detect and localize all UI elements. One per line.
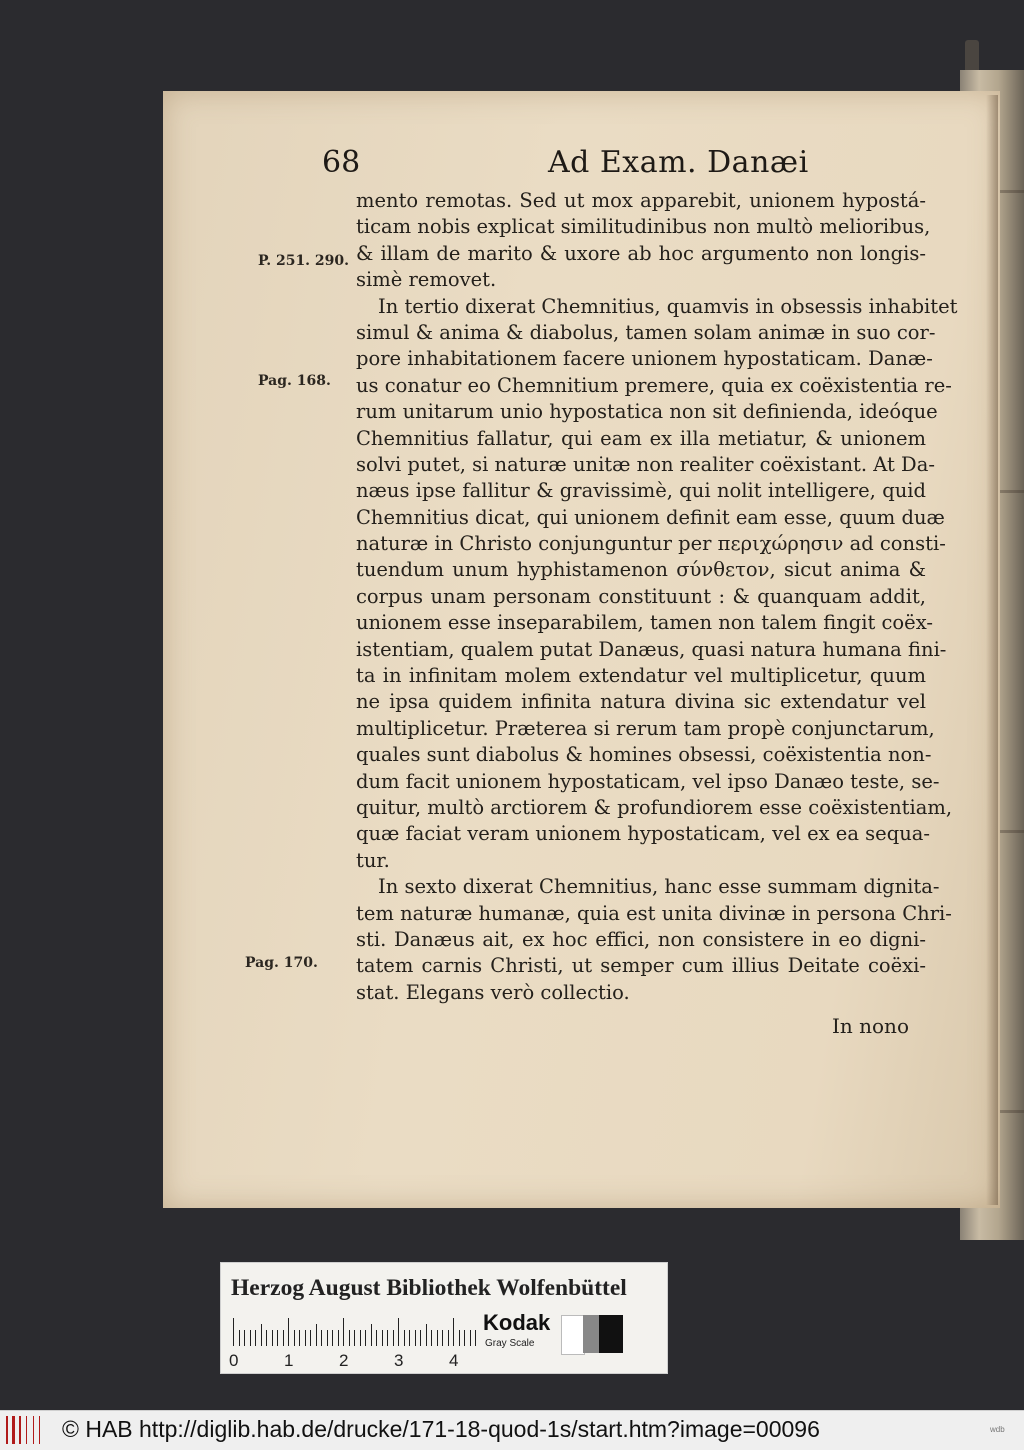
text-line: multiplicetur. Præterea si rerum tam propè conjunctarum, (356, 716, 935, 740)
ruler-tick (393, 1330, 394, 1346)
ruler-tick (354, 1330, 355, 1346)
marginal-note: P. 251. 290. (258, 253, 350, 269)
ruler-tick (327, 1330, 328, 1346)
text-line: næus ipse fallitur & gravissimè, qui nolit intelligere, quid (356, 479, 926, 503)
text-line: tatem carnis Christi, ut semper cum illius Deitate coëxi- (356, 954, 926, 978)
ruler-tick (310, 1330, 311, 1346)
marginal-note: Pag. 170. (245, 955, 318, 971)
ruler-tick (387, 1330, 388, 1346)
text-line: tuendum unum hyphistamenon σύνθετον, sicut anima & (356, 558, 926, 582)
barcode-bar (33, 1416, 34, 1444)
ruler-tick (431, 1330, 432, 1346)
ruler-tick (299, 1330, 300, 1346)
text-line: mento remotas. Sed ut mox apparebit, unionem hypostá- (356, 189, 926, 212)
ruler-tick (470, 1330, 471, 1346)
hab-barcode-icon (6, 1416, 48, 1444)
text-line: tur. (356, 848, 390, 872)
text-line: pore inhabitationem facere unionem hypostaticam. Danæ- (356, 347, 933, 371)
ruler-tick (437, 1330, 438, 1346)
text-line: Chemnitius dicat, qui unionem definit eam esse, quum duæ (356, 505, 945, 529)
ruler-tick (283, 1330, 284, 1346)
ruler-tick (338, 1330, 339, 1346)
text-line: solvi putet, si naturæ unitæ non realiter coëxistant. At Da- (356, 452, 935, 476)
ruler-label: 2 (339, 1351, 349, 1370)
ruler-tick (475, 1330, 476, 1346)
text-line: tem naturæ humanæ, quia est unita divinæ in persona Chri- (356, 901, 952, 925)
barcode-bar (6, 1416, 8, 1444)
page-number: 68 (322, 145, 361, 180)
colorbar-title: Herzog August Bibliothek Wolfenbüttel (231, 1275, 627, 1301)
ruler-tick (261, 1324, 262, 1346)
ruler-tick (459, 1330, 460, 1346)
text-line: quæ faciat veram unionem hypostaticam, vel ex ea sequa- (356, 822, 930, 846)
ruler-tick (426, 1324, 427, 1346)
marginal-note: Pag. 168. (258, 373, 331, 389)
gray-patch (583, 1315, 599, 1353)
text-line: ta in infinitam molem extendatur vel multiplicetur, quum (356, 664, 926, 688)
text-line: naturæ in Christo conjunguntur per περιχώρησιν ad consti- (356, 532, 946, 556)
ruler-label: 0 (229, 1351, 239, 1370)
barcode-bar (12, 1416, 15, 1444)
ruler-tick (349, 1330, 350, 1346)
ruler-tick (255, 1330, 256, 1346)
text-line: quitur, multò arctiorem & profundiorem esse coëxistentiam, (356, 795, 953, 819)
ruler-tick (409, 1330, 410, 1346)
main-text (356, 188, 958, 1006)
text-line: unionem esse inseparabilem, tamen non talem fingit coëx- (356, 611, 933, 635)
text-line: ticam nobis explicat similitudinibus non multò melioribus, (356, 215, 931, 239)
text-line: & illam de marito & uxore ab hoc argumento non longis- (356, 241, 926, 265)
ruler-tick (332, 1330, 333, 1346)
text-line: In tertio dixerat Chemnitius, quamvis in obsessis inhabitet (378, 294, 958, 318)
ruler-tick (360, 1330, 361, 1346)
ruler-tick (244, 1330, 245, 1346)
ruler-tick (321, 1330, 322, 1346)
grayscale-label: Gray Scale (485, 1338, 535, 1349)
ruler-labels (229, 1351, 489, 1371)
running-head-title: Ad Exam. Danæi (548, 145, 809, 180)
ruler-scale (233, 1318, 465, 1346)
ruler-tick (464, 1330, 465, 1346)
ruler-tick (420, 1330, 421, 1346)
barcode-bar (19, 1416, 21, 1444)
text-line: dum facit unionem hypostaticam, vel ipso Danæo teste, se- (356, 769, 940, 793)
ruler-tick (343, 1318, 344, 1346)
black-patch (599, 1315, 623, 1353)
ruler-tick (250, 1330, 251, 1346)
running-head (0, 145, 1024, 185)
text-line: simè removet. (356, 268, 497, 292)
ruler-tick (266, 1330, 267, 1346)
ruler-tick (239, 1330, 240, 1346)
catchword: In nono (832, 1014, 909, 1038)
ruler-tick (382, 1330, 383, 1346)
text-line: sti. Danæus ait, ex hoc effici, non consistere in eo digni- (356, 927, 926, 951)
white-patch (561, 1315, 585, 1355)
text-line: ne ipsa quidem infinita natura divina sic extendatur vel (356, 690, 926, 714)
text-line: simul & anima & diabolus, tamen solam animæ in suo cor- (356, 320, 936, 344)
ruler-tick (277, 1330, 278, 1346)
text-line: corpus unam personam constituunt : & quanquam addit, (356, 584, 926, 608)
ruler-tick (294, 1330, 295, 1346)
text-line: us conatur eo Chemnitium premere, quia ex coëxistentia re- (356, 373, 952, 397)
ruler-tick (404, 1330, 405, 1346)
kodak-logo: Kodak (483, 1310, 551, 1335)
text-line: stat. Elegans verò collectio. (356, 980, 630, 1004)
ruler-tick (415, 1330, 416, 1346)
text-line: Chemnitius fallatur, qui eam ex illa metiatur, & unionem (356, 426, 926, 450)
ruler-label: 4 (449, 1351, 459, 1370)
ruler-tick (272, 1330, 273, 1346)
ruler-tick (316, 1324, 317, 1346)
page-gutter-shadow (986, 95, 998, 1205)
text-line: quales sunt diabolus & homines obsessi, coëxistentia non- (356, 743, 932, 767)
barcode-bar (26, 1416, 27, 1444)
footer-bar (0, 1410, 1024, 1450)
ruler-label: 1 (284, 1351, 294, 1370)
ruler-tick (442, 1330, 443, 1346)
ruler-tick (365, 1330, 366, 1346)
footer-copyright-url[interactable]: © HAB http://diglib.hab.de/drucke/171-18-quod-1s/start.htm?image=00096 (62, 1416, 820, 1442)
ruler-label: 3 (394, 1351, 404, 1370)
ruler-tick (371, 1324, 372, 1346)
ruler-tick (398, 1318, 399, 1346)
barcode-bar (39, 1416, 40, 1444)
text-line: In sexto dixerat Chemnitius, hanc esse summam dignita- (378, 875, 940, 899)
ruler-tick (376, 1330, 377, 1346)
ruler-tick (448, 1330, 449, 1346)
color-calibration-bar (220, 1262, 668, 1374)
ruler-tick (233, 1318, 234, 1346)
text-line: istentiam, qualem putat Danæus, quasi natura humana fini- (356, 637, 947, 661)
ruler-tick (305, 1330, 306, 1346)
text-line: rum unitarum unio hypostatica non sit definienda, ideóque (356, 400, 938, 424)
ruler-tick (288, 1318, 289, 1346)
ruler-tick (453, 1318, 454, 1346)
footer-mark: wdb (990, 1425, 1005, 1434)
